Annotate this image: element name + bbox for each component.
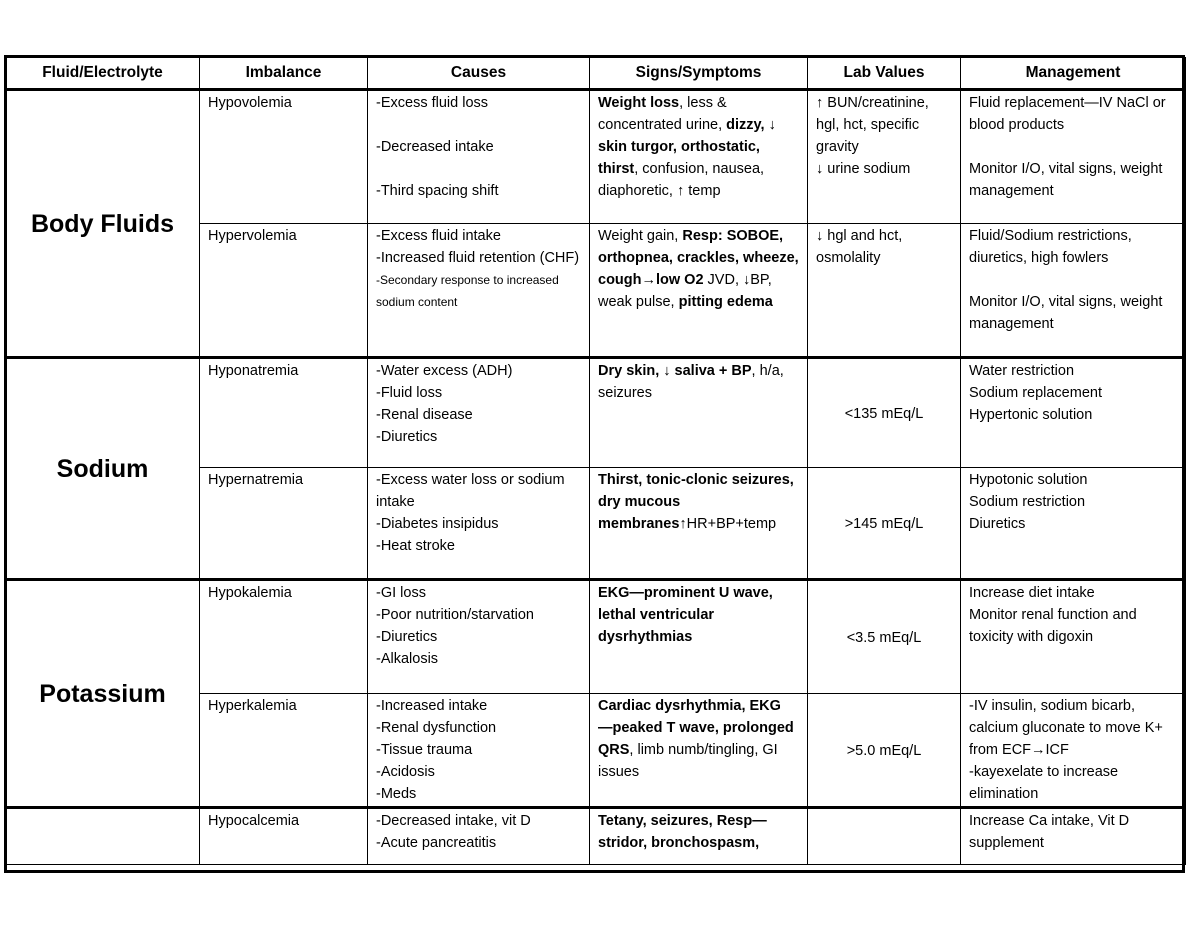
cause-item: -Fluid loss (376, 385, 443, 401)
group-sodium: Sodium (6, 358, 200, 580)
signs-hypernatremia (590, 468, 808, 580)
imbalance-hyponatremia: Hyponatremia (200, 358, 368, 468)
cause-item: -Meds (376, 786, 417, 802)
sign-text: , less & concentrated urine, (598, 95, 727, 133)
imbalance-hyperkalemia: Hyperkalemia (200, 694, 368, 808)
signs-hypervolemia (590, 224, 808, 358)
cause-item: -Decreased intake, vit D (376, 813, 531, 829)
cause-item: -Diuretics (376, 629, 438, 645)
sign-text: Weight loss (598, 95, 680, 111)
sign-text: pitting edema (678, 294, 773, 310)
sign-text: Weight gain, (598, 228, 683, 244)
labs-hypervolemia (808, 224, 961, 358)
cause-item: -Acidosis (376, 764, 435, 780)
management-hypovolemia (961, 90, 1186, 224)
management-item: Sodium replacement (969, 385, 1102, 401)
sign-text: , h/a, seizures (598, 363, 784, 401)
cause-item: -Renal disease (376, 407, 473, 423)
group-potassium: Potassium (6, 580, 200, 808)
labs-hypovolemia (808, 90, 961, 224)
management-hyponatremia (961, 358, 1186, 468)
cause-item: -GI loss (376, 585, 426, 601)
cause-item: -Increased intake (376, 698, 488, 714)
management-item: Monitor I/O, vital signs, weight management (969, 161, 1163, 199)
lab-hypocalcemia (808, 808, 961, 865)
cause-item: -Diuretics (376, 429, 438, 445)
management-hyperkalemia (961, 694, 1186, 808)
sign-text: Resp: SOBOE, orthopnea, crackles, wheeze, cough→low O2 (598, 228, 799, 288)
sign-text: Dry skin, ↓ saliva + BP (598, 363, 752, 379)
management-item: Hypotonic solution (969, 472, 1088, 488)
row-hyponatremia (6, 358, 1186, 468)
causes-hypervolemia (368, 224, 590, 358)
signs-hypocalcemia: Tetany, seizures, Resp—stridor, bronchospasm, (590, 808, 808, 865)
sign-text: , limb numb/tingling, GI issues (598, 742, 778, 780)
cause-item: -Water excess (ADH) (376, 363, 513, 379)
management-hypernatremia (961, 468, 1186, 580)
lab-hypokalemia: <3.5 mEq/L (808, 580, 961, 694)
management-item: Monitor I/O, vital signs, weight management (969, 294, 1163, 332)
cause-item: -Alkalosis (376, 651, 439, 667)
sign-text: Cardiac dysrhythmia, EKG —peaked T wave, prolonged QRS (598, 698, 794, 758)
management-hypervolemia (961, 224, 1186, 358)
management-item: -IV insulin, sodium bicarb, calcium gluconate to move K+ from ECF→ICF (969, 698, 1163, 758)
header-lab-values: Lab Values (808, 58, 961, 90)
management-item: Monitor renal function and toxicity with digoxin (969, 607, 1137, 645)
sign-text: dizzy, ↓ skin turgor, orthostatic, thirst (598, 117, 776, 177)
cause-item: -Tissue trauma (376, 742, 473, 758)
management-item: -kayexelate to increase elimination (969, 764, 1119, 802)
header-signs-symptoms: Signs/Symptoms (590, 58, 808, 90)
imbalance-hypernatremia: Hypernatremia (200, 468, 368, 580)
management-item: Water restriction (969, 363, 1075, 379)
lab-item: ↓ urine sodium (816, 161, 911, 177)
cause-item: -Increased fluid retention (CHF) (376, 250, 580, 266)
cause-item: -Excess fluid intake (376, 228, 501, 244)
group-body-fluids: Body Fluids (6, 90, 200, 358)
lab-hyponatremia: <135 mEq/L (808, 358, 961, 468)
header-imbalance: Imbalance (200, 58, 368, 90)
causes-hypovolemia (368, 90, 590, 224)
cause-item: -Third spacing shift (376, 183, 499, 199)
cause-item: -Poor nutrition/starvation (376, 607, 534, 623)
sign-text: Thirst, tonic-clonic seizures, dry mucous membranes (598, 472, 794, 532)
row-hypovolemia (6, 90, 1186, 224)
cause-item: -Acute pancreatitis (376, 835, 497, 851)
management-item: Hypertonic solution (969, 407, 1093, 423)
lab-hypernatremia: >145 mEq/L (808, 468, 961, 580)
causes-hypocalcemia (368, 808, 590, 865)
causes-hypokalemia (368, 580, 590, 694)
lab-hyperkalemia: >5.0 mEq/L (808, 694, 961, 808)
imbalance-hypocalcemia: Hypocalcemia (200, 808, 368, 865)
sign-text: JVD, ↓BP, weak pulse, (598, 272, 772, 310)
management-item: Increase diet intake (969, 585, 1095, 601)
group-calcium (6, 808, 200, 865)
signs-hyponatremia (590, 358, 808, 468)
fluid-electrolyte-table (5, 57, 1186, 865)
sign-text: , confusion, nausea, diaphoretic, ↑ temp (598, 161, 765, 199)
cause-item: -Decreased intake (376, 139, 494, 155)
imbalance-hypervolemia: Hypervolemia (200, 224, 368, 358)
management-item: Sodium restriction (969, 494, 1086, 510)
management-item: Fluid replacement—IV NaCl or blood products (969, 95, 1166, 133)
imbalance-hypokalemia: Hypokalemia (200, 580, 368, 694)
cause-item: -Renal dysfunction (376, 720, 497, 736)
management-item: Increase Ca intake, Vit D supplement (969, 813, 1130, 851)
cause-item: -Heat stroke (376, 538, 455, 554)
management-item: Fluid/Sodium restrictions, diuretics, high fowlers (969, 228, 1132, 266)
header-management: Management (961, 58, 1186, 90)
header-row (6, 58, 1186, 90)
imbalance-hypovolemia: Hypovolemia (200, 90, 368, 224)
sign-text: ↑HR+BP+temp (679, 516, 777, 532)
cause-item: -Excess water loss or sodium intake (376, 472, 565, 510)
row-hypokalemia (6, 580, 1186, 694)
causes-hyponatremia (368, 358, 590, 468)
cause-item: -Secondary response to increased sodium content (376, 273, 559, 309)
management-hypocalcemia (961, 808, 1186, 865)
causes-hypernatremia (368, 468, 590, 580)
causes-hyperkalemia (368, 694, 590, 808)
management-item: Diuretics (969, 516, 1026, 532)
row-hypocalcemia (6, 808, 1186, 865)
signs-hypovolemia (590, 90, 808, 224)
lab-item: ↓ hgl and hct, osmolality (816, 228, 903, 266)
signs-hyperkalemia (590, 694, 808, 808)
cause-item: -Excess fluid loss (376, 95, 489, 111)
header-fluid-electrolyte: Fluid/Electrolyte (6, 58, 200, 90)
header-causes: Causes (368, 58, 590, 90)
cause-item: -Diabetes insipidus (376, 516, 499, 532)
management-hypokalemia (961, 580, 1186, 694)
lab-item: ↑ BUN/creatinine, hgl, hct, specific gravity (816, 95, 929, 155)
signs-hypokalemia: EKG—prominent U wave, lethal ventricular dysrhythmias (590, 580, 808, 694)
